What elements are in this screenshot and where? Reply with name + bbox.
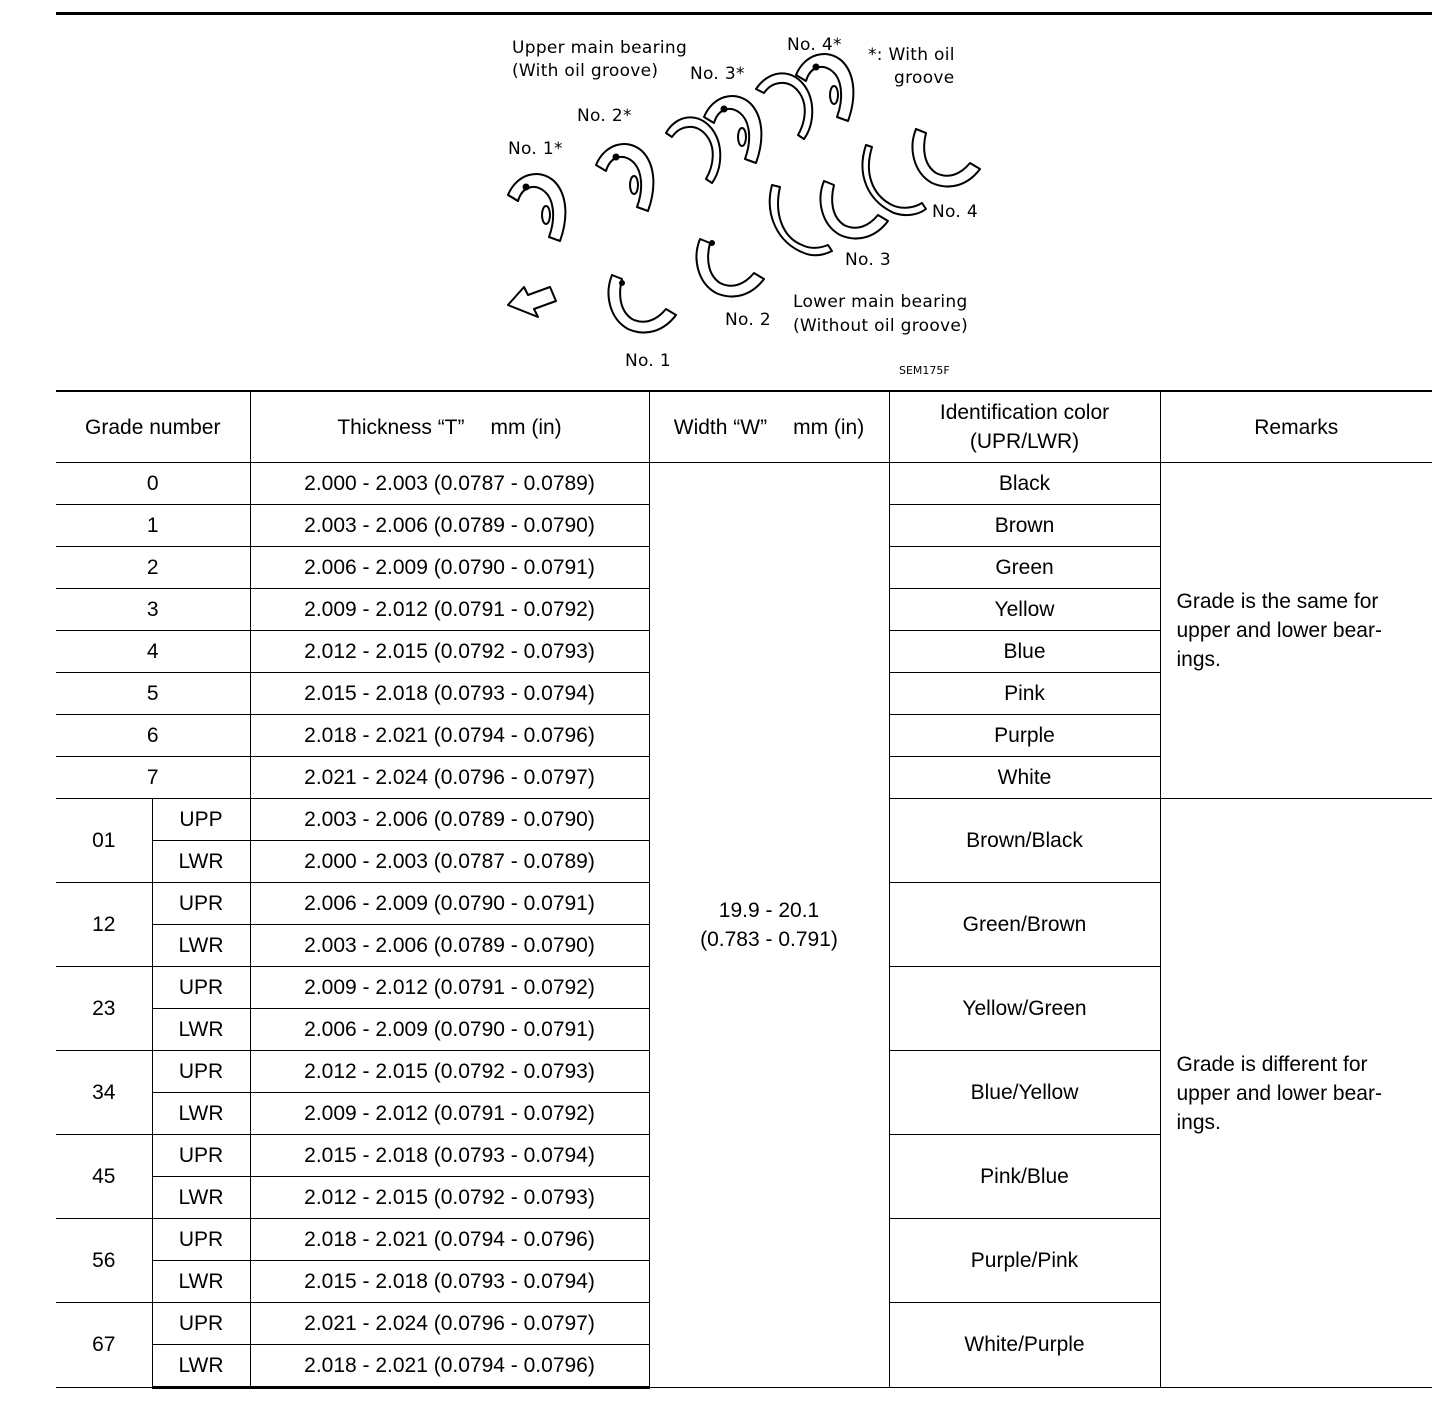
- pair-color-cell: Pink/Blue: [889, 1135, 1160, 1219]
- upper-bearing-shell-icon: [666, 117, 720, 183]
- label-upper-no1: No. 1*: [508, 139, 563, 159]
- label-upper-no3: No. 3*: [690, 64, 745, 84]
- upper-thickness-cell: 2.012 - 2.015 (0.0792 - 0.0793): [250, 1051, 649, 1093]
- header-width: Width “W” mm (in): [649, 391, 889, 463]
- label-note-groove: groove: [894, 68, 955, 88]
- upper-thickness-cell: 2.018 - 2.021 (0.0794 - 0.0796): [250, 1219, 649, 1261]
- pair-color-cell: Yellow/Green: [889, 967, 1160, 1051]
- grade-cell: 3: [56, 589, 250, 631]
- pair-grade-cell: 34: [56, 1051, 152, 1135]
- lower-label-cell: LWR: [152, 925, 250, 967]
- grade-cell: 7: [56, 757, 250, 799]
- table-row: [56, 463, 1432, 505]
- label-lower-no2: No. 2: [725, 310, 771, 330]
- lower-thickness-cell: 2.009 - 2.012 (0.0791 - 0.0792): [250, 1093, 649, 1135]
- pair-color-cell: White/Purple: [889, 1303, 1160, 1388]
- pair-color-cell: Purple/Pink: [889, 1219, 1160, 1303]
- label-lower-no1: No. 1: [625, 351, 671, 371]
- grade-cell: 0: [56, 463, 250, 505]
- grade-cell: 6: [56, 715, 250, 757]
- front-arrow-icon: [508, 287, 556, 317]
- pair-grade-cell: 67: [56, 1303, 152, 1388]
- remarks-different-grade: Grade is different for upper and lower bear- ings.: [1160, 799, 1432, 1388]
- upper-label-cell: UPR: [152, 1219, 250, 1261]
- header-thickness: Thickness “T” mm (in): [250, 391, 649, 463]
- figure-code: SEM175F: [899, 364, 950, 377]
- upper-thrust-shell-icon: [756, 73, 812, 139]
- lower-label-cell: LWR: [152, 1009, 250, 1051]
- lower-label-cell: LWR: [152, 1345, 250, 1388]
- upper-label-cell: UPR: [152, 1135, 250, 1177]
- label-lower-no3: No. 3: [845, 250, 891, 270]
- pair-grade-cell: 01: [56, 799, 152, 883]
- thickness-cell: 2.021 - 2.024 (0.0796 - 0.0797): [250, 757, 649, 799]
- pair-color-cell: Blue/Yellow: [889, 1051, 1160, 1135]
- thickness-cell: 2.012 - 2.015 (0.0792 - 0.0793): [250, 631, 649, 673]
- thickness-cell: 2.015 - 2.018 (0.0793 - 0.0794): [250, 673, 649, 715]
- lower-thickness-cell: 2.000 - 2.003 (0.0787 - 0.0789): [250, 841, 649, 883]
- width-cell: 19.9 - 20.1 (0.783 - 0.791): [649, 463, 889, 1388]
- lower-label-cell: LWR: [152, 1261, 250, 1303]
- upper-bearing-no2-icon: [596, 144, 653, 211]
- label-upper-no2: No. 2*: [577, 106, 632, 126]
- color-cell: Purple: [889, 715, 1160, 757]
- color-cell: Blue: [889, 631, 1160, 673]
- grade-cell: 2: [56, 547, 250, 589]
- pair-grade-cell: 12: [56, 883, 152, 967]
- upper-thickness-cell: 2.021 - 2.024 (0.0796 - 0.0797): [250, 1303, 649, 1345]
- pair-color-cell: Green/Brown: [889, 883, 1160, 967]
- lower-label-cell: LWR: [152, 1177, 250, 1219]
- lower-label-cell: LWR: [152, 841, 250, 883]
- label-upper-no4: No. 4*: [787, 35, 842, 55]
- label-lower-main-bearing: Lower main bearing: [793, 292, 968, 312]
- label-lower-without-oil-groove: (Without oil groove): [793, 316, 969, 336]
- thickness-cell: 2.018 - 2.021 (0.0794 - 0.0796): [250, 715, 649, 757]
- label-lower-no4: No. 4: [932, 202, 978, 222]
- remarks-same-grade: Grade is the same for upper and lower bear- ings.: [1160, 463, 1432, 799]
- lower-bearing-no3-icon: [821, 181, 888, 239]
- upper-thickness-cell: 2.015 - 2.018 (0.0793 - 0.0794): [250, 1135, 649, 1177]
- header-remarks: Remarks: [1160, 391, 1432, 463]
- upper-label-cell: UPP: [152, 799, 250, 841]
- color-cell: Pink: [889, 673, 1160, 715]
- lower-bearing-no1-icon: [609, 275, 676, 333]
- lower-thickness-cell: 2.012 - 2.015 (0.0792 - 0.0793): [250, 1177, 649, 1219]
- grade-cell: 4: [56, 631, 250, 673]
- lower-label-cell: LWR: [152, 1093, 250, 1135]
- bearing-grade-table: [56, 390, 1432, 1389]
- thickness-cell: 2.006 - 2.009 (0.0790 - 0.0791): [250, 547, 649, 589]
- lower-thickness-cell: 2.006 - 2.009 (0.0790 - 0.0791): [250, 1009, 649, 1051]
- header-id-color: Identification color (UPR/LWR): [889, 391, 1160, 463]
- lower-thickness-cell: 2.015 - 2.018 (0.0793 - 0.0794): [250, 1261, 649, 1303]
- grade-cell: 1: [56, 505, 250, 547]
- lower-bearing-no2-icon: [697, 239, 764, 297]
- header-grade-number: Grade number: [56, 391, 250, 463]
- upper-thickness-cell: 2.003 - 2.006 (0.0789 - 0.0790): [250, 799, 649, 841]
- color-cell: White: [889, 757, 1160, 799]
- pair-grade-cell: 56: [56, 1219, 152, 1303]
- pair-grade-cell: 45: [56, 1135, 152, 1219]
- label-note-with-oil: *: With oil: [868, 45, 955, 65]
- color-cell: Yellow: [889, 589, 1160, 631]
- pair-grade-cell: 23: [56, 967, 152, 1051]
- color-cell: Black: [889, 463, 1160, 505]
- upper-thickness-cell: 2.006 - 2.009 (0.0790 - 0.0791): [250, 883, 649, 925]
- lower-thickness-cell: 2.003 - 2.006 (0.0789 - 0.0790): [250, 925, 649, 967]
- thickness-cell: 2.000 - 2.003 (0.0787 - 0.0789): [250, 463, 649, 505]
- color-cell: Green: [889, 547, 1160, 589]
- lower-bearing-no4-icon: [913, 129, 980, 187]
- upper-label-cell: UPR: [152, 967, 250, 1009]
- upper-label-cell: UPR: [152, 1303, 250, 1345]
- color-cell: Brown: [889, 505, 1160, 547]
- lower-thickness-cell: 2.018 - 2.021 (0.0794 - 0.0796): [250, 1345, 649, 1388]
- upper-label-cell: UPR: [152, 1051, 250, 1093]
- table-header-row: [56, 391, 1432, 463]
- bearing-diagram: [56, 15, 1432, 391]
- upper-bearing-no1-icon: [508, 174, 565, 241]
- label-upper-main-bearing: Upper main bearing: [512, 38, 688, 58]
- thickness-cell: 2.009 - 2.012 (0.0791 - 0.0792): [250, 589, 649, 631]
- thickness-cell: 2.003 - 2.006 (0.0789 - 0.0790): [250, 505, 649, 547]
- upper-thickness-cell: 2.009 - 2.012 (0.0791 - 0.0792): [250, 967, 649, 1009]
- grade-cell: 5: [56, 673, 250, 715]
- label-upper-with-oil-groove: (With oil groove): [512, 61, 659, 81]
- upper-label-cell: UPR: [152, 883, 250, 925]
- pair-color-cell: Brown/Black: [889, 799, 1160, 883]
